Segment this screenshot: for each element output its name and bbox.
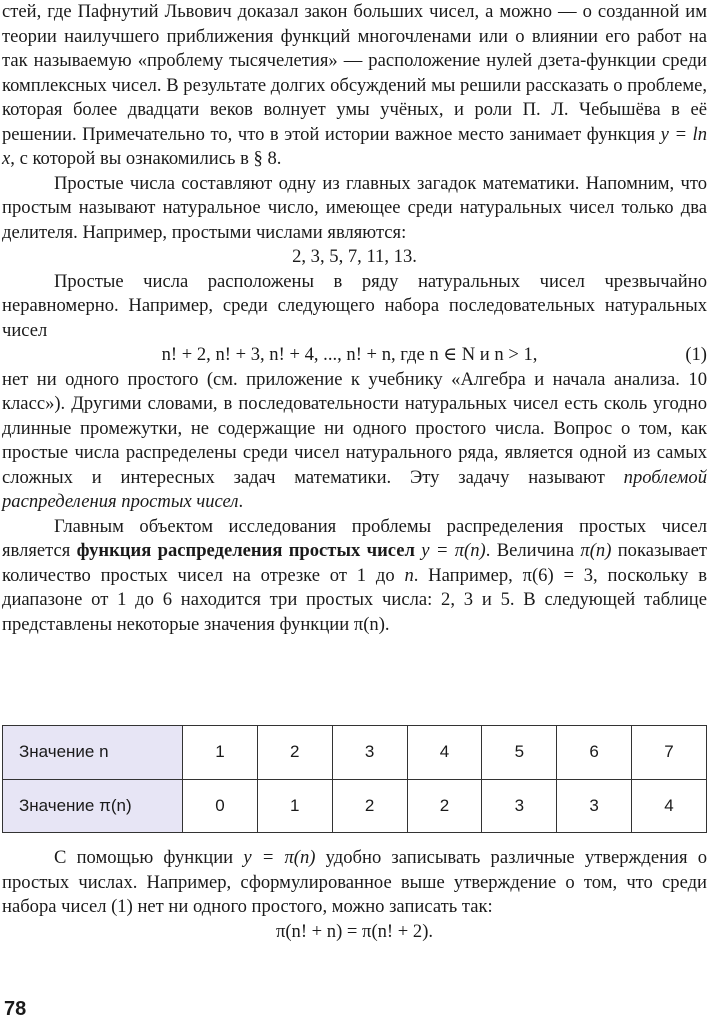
formula-1-number: (1) bbox=[685, 344, 707, 365]
row-label-pi: Значение π(n) bbox=[3, 779, 183, 833]
table-cell: 3 bbox=[332, 726, 407, 780]
paragraph-6-start: С помощью функции bbox=[54, 847, 234, 868]
row-label-n: Значение n bbox=[3, 726, 183, 780]
formula-ln-x: y = ln x bbox=[2, 123, 708, 169]
paragraph-5-mid: . Величина bbox=[485, 540, 575, 561]
paragraph-1-end: , с которой вы ознакомились в § 8. bbox=[10, 148, 282, 169]
table-cell: 4 bbox=[632, 779, 707, 833]
paragraph-1 bbox=[2, 0, 707, 172]
paragraph-4-end: . bbox=[238, 491, 244, 512]
paragraph-2: Простые числа составляют одну из главных загадок математики. Напомним, что простым называют натуральное число, имеющее среди натуральных чисел только два делителя. Например, простыми числами являются: bbox=[2, 172, 707, 243]
text-block-bottom bbox=[2, 846, 707, 944]
table-cell: 6 bbox=[557, 726, 632, 780]
primes-list: 2, 3, 5, 7, 11, 13. bbox=[292, 246, 417, 267]
var-n: n bbox=[404, 564, 414, 586]
pi-6: π(6) = 3 bbox=[522, 564, 594, 586]
formula-pi: y = π(n) bbox=[421, 540, 486, 561]
table-cell: 7 bbox=[632, 726, 707, 780]
paragraph-4 bbox=[2, 368, 707, 515]
paragraph-5-mid2: показывает количество простых чисел на отрезке от 1 до bbox=[2, 540, 707, 586]
formula-1-text: n! + 2, n! + 3, n! + 4, ..., n! + n, где n ∈ N и n > 1, bbox=[161, 344, 538, 365]
table-row-n bbox=[3, 726, 707, 780]
table-row-pi bbox=[3, 779, 707, 833]
table-cell: 2 bbox=[332, 779, 407, 833]
paragraph-5-mid3: . Например, bbox=[413, 564, 513, 586]
table-cell: 1 bbox=[183, 726, 258, 780]
paragraph-5 bbox=[2, 515, 707, 638]
bold-term: функция распределения простых чисел bbox=[76, 540, 415, 561]
text-block-top bbox=[2, 0, 707, 637]
paragraph-1-text: стей, где Пафнутий Львович доказал закон больших чисел, а можно — о созданной им теории наилучшего приближения функций многочленами или о влиянии его работ на так называемую «проблему тысячелетия» — расположение нулей дзета-функции среди комплексных чисел. В результате долгих обсуждений мы решили рассказать о проблеме, которая более двадцати веков волнует умы учёных, и роли П. Л. Чебышёва в её решении. Примечательно то, что в этой истории важное место занимает функция bbox=[2, 1, 707, 145]
table-cell: 2 bbox=[257, 726, 332, 780]
paragraph-4-text: нет ни одного простого (см. приложение к учебнику «Алгебра и начала анализа. 10 класс»). Другими словами, в последовательности натуральных чисел есть сколь угодно длинные промежутки, не содержащие ни одного простого числа. Вопрос о том, как простые числа распределены среди чисел натурального ряда, является одной из самых сложных и интересных задач математики. Эту задачу называют bbox=[2, 368, 707, 488]
emphasized-term: проблемой распределения простых чисел bbox=[2, 466, 707, 512]
table-cell: 0 bbox=[183, 779, 258, 833]
paragraph-5-start: Главным объектом исследования проблемы распределения простых чисел является bbox=[2, 515, 707, 561]
table-cell: 3 bbox=[482, 779, 557, 833]
table-cell: 5 bbox=[482, 726, 557, 780]
paragraph-6-formula: y = π(n) bbox=[243, 847, 316, 868]
page-number: 78 bbox=[4, 998, 27, 1020]
paragraph-6-text: удобно записывать различные утверждения о простых числах. Например, сформулированное выше утверждение о том, что среди набора чисел (1) нет ни одного простого, можно записать так: bbox=[2, 847, 707, 917]
table-cell: 3 bbox=[557, 779, 632, 833]
table-cell: 4 bbox=[407, 726, 482, 780]
paragraph-5-end: , поскольку в диапазоне от 1 до 6 находится три простых числа: 2, 3 и 5. В следующей таблице представлены некоторые значения функции π(n). bbox=[2, 564, 708, 635]
table-cell: 2 bbox=[407, 779, 482, 833]
pi-values-table bbox=[2, 725, 707, 833]
paragraph-3: Простые числа расположены в ряду натуральных чисел чрезвычайно неравномерно. Например, среди следующего набора последовательных натуральных чисел bbox=[2, 270, 707, 341]
formula-1 bbox=[2, 343, 707, 368]
pi-n: π(n) bbox=[580, 540, 612, 561]
table-cell: 1 bbox=[257, 779, 332, 833]
paragraph-6 bbox=[2, 846, 707, 920]
formula-2: π(n! + n) = π(n! + 2). bbox=[275, 920, 434, 942]
